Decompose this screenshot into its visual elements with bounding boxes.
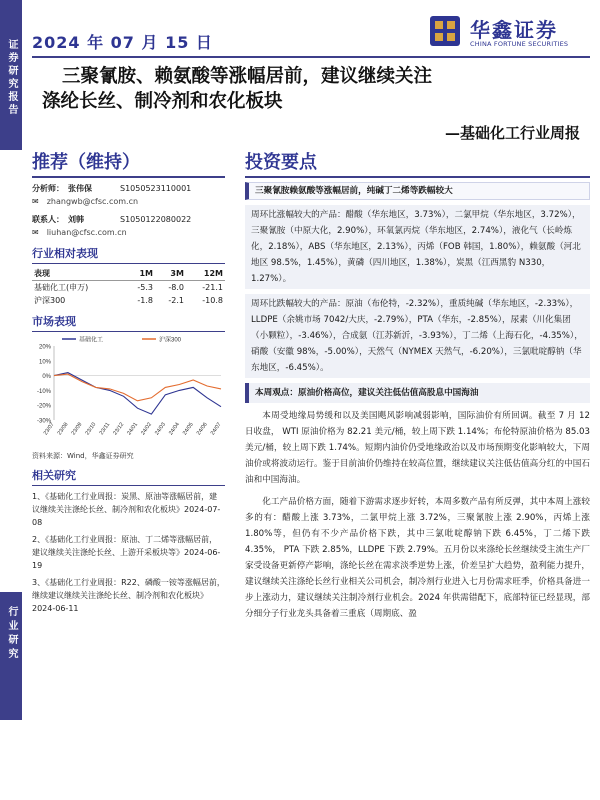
- x-tick-label: 23/10: [84, 421, 98, 437]
- y-tick-label: 10%: [38, 359, 51, 366]
- perf-cell: -2.1: [168, 296, 184, 305]
- report-title-line2: 涤纶长丝、制冷剂和农化板块: [42, 91, 283, 112]
- x-tick-label: 24/02: [140, 421, 154, 437]
- chart-source: 资料来源：Wind，华鑫证券研究: [32, 452, 134, 460]
- fall-paragraph: 周环比跌幅较大的产品：原油（布伦特，-2.32%），重质纯碱（华东地区，-2.33%），LLDPE（余姚市场 7042/大庆，-2.79%），PTA（华东，-2.85%），尿素（川化集团（小颗粒），-3.46%），合成氨（江苏新沂，-3.93%），丁二烯（上海石化，-4.35%），硝酸（安徽 98%，-5.00%），天然气（NYMEX 天然气，-6.20%），三氯吡啶醇钠（华东地区，-6.45%）。: [245, 294, 590, 378]
- contact-row: [32, 213, 225, 226]
- perf-header-cell: 表现: [32, 267, 124, 281]
- logo-text-cn: 华鑫证券: [470, 18, 558, 42]
- rating-header: [32, 148, 225, 178]
- perf-cell: 基础化工(申万): [34, 283, 89, 292]
- rating-label: 推荐（维持）: [32, 152, 140, 173]
- header-divider: [32, 56, 590, 58]
- report-date: 2024 年 07 月 15 日: [32, 33, 213, 52]
- report-title: [42, 64, 582, 114]
- x-tick-label: 24/05: [181, 421, 195, 437]
- y-tick-label: 0%: [42, 374, 51, 381]
- rise-paragraph: 周环比涨幅较大的产品：醋酸（华东地区，3.73%），二氯甲烷（华东地区，3.72%），三聚氰胺（中原大化，2.90%），环氧氯丙烷（华东地区，2.74%），液化气（长岭炼化，2.18%），ABS（华东地区，2.13%），丙烯（FOB 韩国，1.80%），赖氨酸（河北地区 98.5%，1.45%），黄磷（四川地区，1.38%），炭黑（江西黑豹 N330，1.27%）。: [245, 205, 590, 289]
- company-logo: [430, 14, 590, 54]
- y-tick-label: -10%: [36, 388, 51, 395]
- table-row: [32, 294, 225, 307]
- research-list: [32, 490, 225, 615]
- contact-role: 联系人：: [32, 215, 64, 224]
- x-tick-label: 23/12: [112, 421, 126, 437]
- research-title: 相关研究: [32, 467, 225, 486]
- series-line-0: [54, 373, 221, 415]
- y-tick-label: -20%: [36, 403, 51, 410]
- side-label-bottom: 行业研究: [0, 592, 22, 720]
- list-item[interactable]: 2、《基础化工行业周报：原油、丁二烯等涨幅居前，建议继续关注涤纶长丝、上游开采板块等》2024-06-19: [32, 535, 221, 570]
- legend-label: 基础化工: [79, 337, 104, 344]
- analyst-email-row: [32, 195, 225, 208]
- analyst-role: 分析师：: [32, 184, 64, 193]
- logo-mark-icon: [430, 16, 460, 46]
- body-paragraph: 化工产品价格方面，随着下游需求逐步好转，本周多数产品有所反弹，其中本周上涨较多的有：醋酸上涨 3.73%，二氯甲烷上涨 3.72%，三聚氰胺上涨 2.90%，丙烯上涨 1.80%等，但仍有不少产品价格下跌，其中三氯吡啶醇钠下跌 6.45%，丁二烯下跌 4.35%， PTA 下跌 2.85%，LLDPE 下跌 2.79%。五月份以来涤纶长丝继续受主流生产厂家受设备更新停产影响，涤纶长丝在需求淡季逆势上涨，价差呈扩大趋势，盈利能力提升，建议继续关注涤纶长丝行业相关公司机会，制冷剂行业进入七月份需求旺季，价格具备进一步上涨动力，建议继续关注制冷剂行业机会。2024 年供需错配下，底部特征已经显现，部分细分子行业龙头具备着三重底（周期底、盈: [245, 497, 590, 619]
- contact-email[interactable]: liuhan@cfsc.com.cn: [46, 228, 127, 237]
- perf-table: [32, 267, 225, 307]
- contact-name: 刘韩: [68, 215, 84, 224]
- market-chart: [32, 334, 225, 450]
- perf-header-row: [32, 267, 225, 281]
- body-paragraph: 本周受地缘局势缓和以及美国飓风影响减弱影响，国际油价有所回调。截至 7 月 12 日收盘， WTI 原油价格为 82.21 美元/桶，较上周下跌 1.14%；布伦特原油价格为 85.03 美元/桶，较上周下跌 1.74%。短期内油价仍受地缘政治以及市场预期变化影响较大，下周油价或将波动运行。鉴于目前油价仍维持在较高位置，继续建议关注低估值高分红的中国石油和中国海油。: [245, 411, 590, 485]
- x-tick-label: 24/07: [209, 421, 223, 437]
- investment-header: [245, 148, 590, 178]
- x-tick-label: 24/03: [154, 421, 167, 437]
- contact-email-row: [32, 226, 225, 239]
- perf-cell: -10.8: [202, 296, 223, 305]
- left-column: [32, 182, 225, 619]
- perf-header-cell: 3M: [155, 267, 186, 281]
- analyst-row: [32, 182, 225, 195]
- analyst-block: [32, 182, 225, 239]
- contact-code: S1050122080022: [120, 215, 192, 224]
- x-tick-label: 23/11: [98, 421, 112, 437]
- email-icon: ✉: [32, 197, 39, 206]
- x-tick-label: 23/09: [70, 421, 84, 437]
- right-column: [245, 182, 590, 628]
- list-item[interactable]: 1、《基础化工行业周报：炭黑、原油等涨幅居前，建议继续关注涤纶长丝、制冷剂和农化板块》2024-07-08: [32, 492, 221, 527]
- investment-title: 投资要点: [245, 152, 317, 173]
- report-title-line1: 三聚氰胺、赖氨酸等涨幅居前，建议继续关注: [62, 66, 433, 87]
- perf-header-cell: 12M: [186, 267, 225, 281]
- email-icon: ✉: [32, 228, 39, 237]
- y-tick-label: 20%: [38, 344, 51, 351]
- analyst-name: 张伟保: [68, 184, 92, 193]
- x-tick-label: 24/04: [168, 421, 181, 437]
- perf-cell: -21.1: [202, 283, 223, 292]
- side-label-top: 证券研究报告: [0, 0, 22, 150]
- analyst-code: S1050523110001: [120, 184, 192, 193]
- perf-cell: -5.3: [137, 283, 153, 292]
- x-tick-label: 24/01: [126, 421, 140, 437]
- logo-text-en: CHINA FORTUNE SECURITIES: [470, 40, 569, 48]
- list-item[interactable]: 3、《基础化工行业周报：R22、磷酸一铵等涨幅居前，继续建议继续关注涤纶长丝、制冷剂和农化板块》2024-06-11: [32, 578, 225, 613]
- key-point-2: [245, 383, 590, 403]
- legend-label: 沪深300: [159, 337, 182, 344]
- perf-header-cell: 1M: [124, 267, 155, 281]
- key-point-2-text: 本周观点：原油价格高位，建议关注低估值高股息中国海油: [255, 388, 479, 398]
- perf-cell: -1.8: [137, 296, 153, 305]
- perf-cell: 沪深300: [34, 296, 66, 305]
- perf-title: 行业相对表现: [32, 245, 225, 264]
- key-point-1: 三聚氰胺赖氨酸等涨幅居前，纯碱丁二烯等跌幅较大: [245, 182, 590, 200]
- x-tick-label: 23/08: [56, 421, 70, 437]
- market-chart-svg: [32, 334, 225, 450]
- table-row: [32, 281, 225, 295]
- x-tick-label: 24/06: [195, 421, 209, 437]
- perf-cell: -8.0: [168, 283, 184, 292]
- x-tick-label: 23/07: [42, 421, 56, 437]
- report-subtitle: —基础化工行业周报: [444, 124, 580, 142]
- analyst-email[interactable]: zhangwb@cfsc.com.cn: [46, 197, 139, 206]
- market-title: 市场表现: [32, 313, 225, 332]
- y-tick-label: -30%: [36, 418, 51, 425]
